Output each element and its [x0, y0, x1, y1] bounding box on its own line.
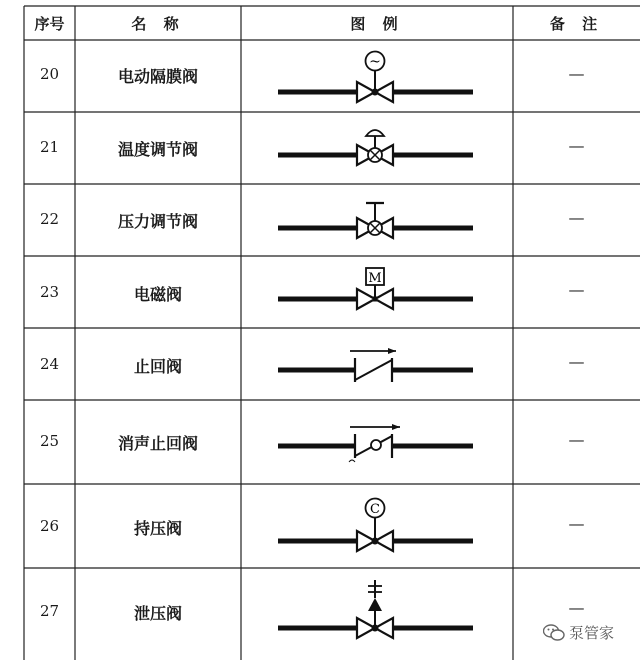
- row-note: —: [568, 64, 585, 83]
- watermark-text: 泵管家: [569, 624, 615, 642]
- row-index: 27: [39, 602, 60, 620]
- watermark: [543, 622, 635, 644]
- solenoid-label: M: [368, 271, 382, 286]
- silent-check-valve-icon: [278, 424, 473, 462]
- row-note: —: [568, 352, 585, 371]
- temperature-control-valve-icon: [278, 130, 473, 165]
- row-index: 20: [39, 65, 60, 83]
- row-note: —: [568, 598, 585, 617]
- header-index: 序号: [34, 15, 65, 33]
- row-index: 21: [39, 138, 60, 156]
- row-note: —: [568, 280, 585, 299]
- row-name: 温度调节阀: [117, 140, 198, 159]
- row-name: 泄压阀: [133, 604, 182, 623]
- row-note: —: [568, 136, 585, 155]
- row-name: 压力调节阀: [117, 212, 198, 231]
- header-legend: 图 例: [350, 15, 404, 33]
- wechat-icon: [543, 624, 565, 642]
- solenoid-valve-icon: [278, 268, 473, 309]
- row-name: 持压阀: [133, 519, 182, 538]
- row-index: 26: [39, 517, 60, 535]
- row-index: 24: [39, 355, 60, 373]
- row-index: 23: [39, 283, 60, 301]
- row-note: —: [568, 208, 585, 227]
- row-name: 消声止回阀: [117, 434, 198, 453]
- row-note: —: [568, 514, 585, 533]
- row-name: 电磁阀: [133, 285, 182, 304]
- pressure-control-valve-icon: [278, 203, 473, 238]
- row-index: 22: [39, 210, 60, 228]
- check-valve-icon: [278, 348, 473, 382]
- sustain-label: C: [370, 502, 380, 517]
- header-note: 备 注: [549, 15, 604, 33]
- motorized-diaphragm-valve-icon: [278, 52, 473, 103]
- pressure-relief-valve-icon: [278, 580, 473, 638]
- pressure-sustaining-valve-icon: [278, 499, 473, 552]
- row-name: 电动隔膜阀: [117, 67, 198, 86]
- header-name: 名 称: [131, 15, 185, 33]
- row-name: 止回阀: [133, 357, 182, 376]
- row-note: —: [568, 430, 585, 449]
- row-index: 25: [39, 432, 60, 450]
- motor-label: ~: [369, 54, 381, 70]
